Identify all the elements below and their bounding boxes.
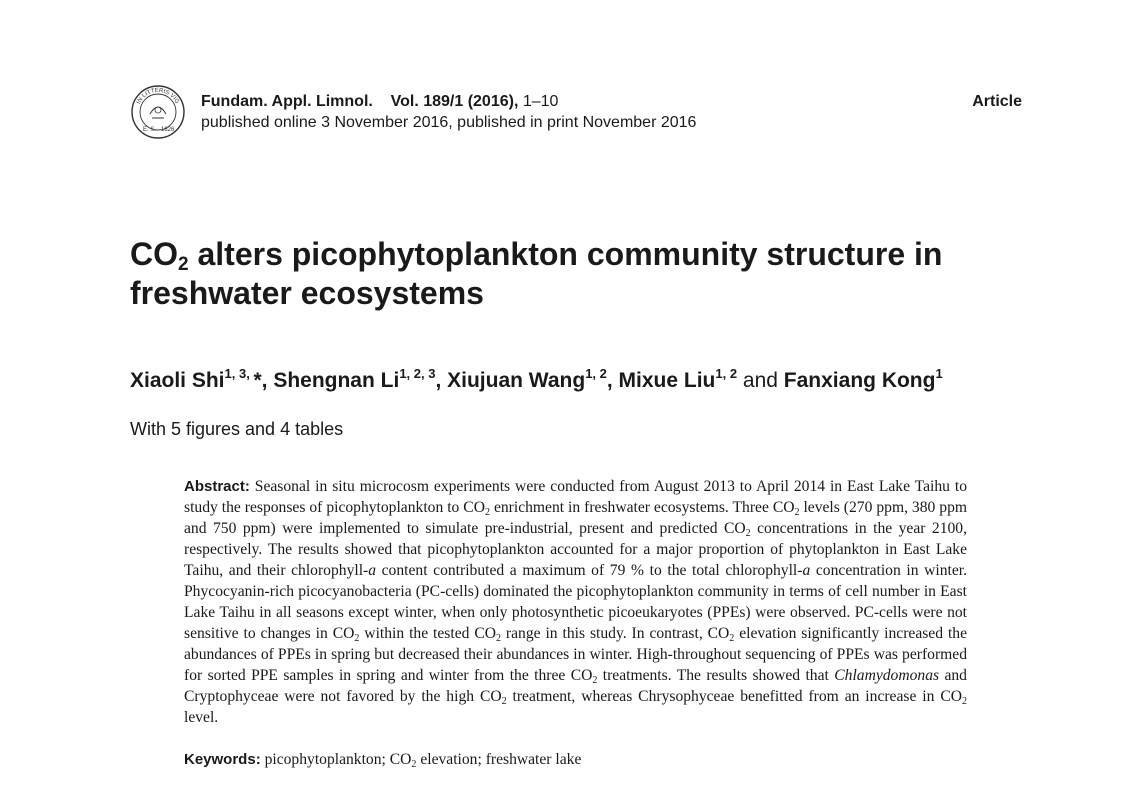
abstract-label: Abstract: xyxy=(184,478,250,495)
author-name: Shengnan Li xyxy=(273,369,400,392)
author-name: Xiaoli Shi xyxy=(130,369,225,392)
article-type-label: Article xyxy=(972,93,1022,110)
journal-pages: 1–10 xyxy=(522,93,559,110)
figure-table-count: With 5 figures and 4 tables xyxy=(130,419,344,439)
publication-dates: published online 3 November 2016, published in print November 2016 xyxy=(201,114,697,131)
abstract: Abstract: Seasonal in situ microcosm experiments were conducted from August 2013 to April 2014 in East Lake Taihu to study the responses of picophytoplankton to $CO_2$ enrichment in freshwater ecosystems. Three $CO_2$ levels (270 ppm, 380 ppm and 750 ppm) were implemented to simulate pre-industrial, present and predicted $CO_2$ concentrations in the year 2100, respectively. The results showed that picophytoplankton accounted for a major proportion of phytoplankton in East Lake Taihu, and their chlorophyll-a content contributed a maximum of 79 % to the total chlorophyll-a concentration in winter. Phycocyanin-rich picocyanobacteria (PC-cells) dominated the picophytoplankton community in terms of cell number in East Lake Taihu in all seasons except winter, when only photosynthetic picoeukaryotes (PPEs) were observed. PC-cells were not sensitive to changes in $CO_2$ within the tested $CO_2$ range in this study. In contrast, $CO_2$ elevation significantly increased the abundances of PPEs in spring but decreased their abundances in winter. High-throughout sequencing of PPEs was performed for sorted PPE samples in spring and winter from the three $CO_2$ treatments. The results showed that Chlamydomonas and Cryptophyceae were not favored by the high $CO_2$ treatment, whereas Chrysophyceae benefitted from an increase in $CO_2$ level. xyxy=(184,478,968,726)
seal-motto: IN LITTERIS VIG xyxy=(135,87,180,106)
seal-year: 1826 xyxy=(161,127,175,133)
author-name: Xiujuan Wang xyxy=(447,369,586,392)
journal-name: Fundam. Appl. Limnol. xyxy=(201,93,373,110)
author-list: Xiaoli Shi$^{1, 3,}$ *, Shengnan Li$^{1, 2, 3}$, Xiujuan Wang$^{1, 2}$, Mixue Liu$^{1, 2}$ and Fanxiang Kong$^1$ xyxy=(130,366,943,392)
journal-seal-icon xyxy=(130,84,186,140)
author-name: Fanxiang Kong xyxy=(783,369,936,392)
journal-citation xyxy=(201,92,558,112)
paper-title: $CO_2$ alters picophytoplankton community structure in freshwater ecosystems xyxy=(130,236,943,311)
keywords: Keywords: picophytoplankton; $CO_2$ elevation; freshwater lake xyxy=(184,751,582,770)
keywords-label: Keywords: xyxy=(184,751,261,768)
journal-volume: Vol. 189/1 (2016), xyxy=(390,93,519,110)
article-header xyxy=(130,84,1022,140)
seal-initials: E. S. xyxy=(143,127,157,133)
author-name: Mixue Liu xyxy=(618,369,716,392)
